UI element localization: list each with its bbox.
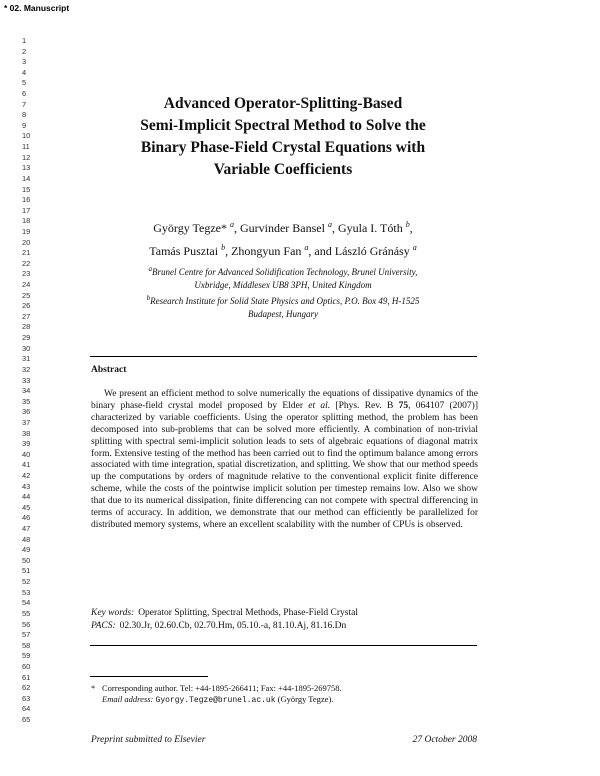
line-number: 20 [22, 237, 31, 247]
author-name: Gyula I. Tóth [337, 221, 403, 235]
line-number: 58 [22, 640, 31, 650]
preprint-date: 27 October 2008 [412, 735, 477, 745]
line-number: 29 [22, 333, 31, 343]
line-number: 53 [22, 587, 31, 597]
email-suffix: (György Tegze). [277, 694, 334, 705]
line-number: 47 [22, 524, 31, 534]
line-number: 14 [22, 173, 31, 183]
author-affil-sup: b [221, 243, 226, 252]
footnote-rule [90, 676, 208, 677]
line-number: 44 [22, 492, 31, 502]
line-number: 15 [22, 184, 31, 194]
line-number: 48 [22, 534, 31, 544]
line-number: 31 [22, 354, 31, 364]
pacs-value: 02.30.Jr, 02.60.Cb, 02.70.Hm, 05.10.-a, 81.10.Aj, 81.16.Dn [119, 621, 347, 631]
line-number: 2 [22, 46, 27, 56]
manuscript-tag: * 02. Manuscript [4, 3, 70, 13]
line-number: 11 [22, 142, 30, 152]
line-number: 65 [22, 715, 31, 724]
title-line: Advanced Operator-Splitting-Based [163, 95, 403, 112]
line-number: 1 [22, 36, 27, 45]
line-number: 60 [22, 661, 31, 671]
preprint-footer [91, 735, 477, 745]
keywords [91, 608, 358, 618]
affil-sup: a [148, 265, 153, 273]
line-number-column [22, 36, 36, 726]
affil-line: Budapest, Hungary [248, 309, 318, 319]
line-number: 35 [22, 396, 31, 406]
line-number: 6 [22, 89, 27, 99]
line-number: 19 [22, 226, 31, 236]
title-line: Variable Coefficients [213, 161, 353, 178]
line-number: 54 [22, 598, 31, 608]
line-number: 43 [22, 481, 31, 491]
keywords-label: Key words: [91, 608, 135, 618]
line-number: 56 [22, 619, 31, 629]
line-number: 64 [22, 704, 31, 714]
author-affil-sup: b [405, 220, 410, 229]
line-number: 57 [22, 630, 31, 640]
affiliation-a [96, 263, 470, 292]
footnote [91, 683, 477, 707]
author-list: György Tegze* $^a$, Gurvinder Bansel $^a$, Gyula I. Tóth $^b$, Tamás Pusztai $^b$, Zhongyun Fan $^a$, and László Gránásy $^a$ [149, 220, 417, 258]
line-number: 52 [22, 577, 31, 587]
footnote-mark: * [91, 683, 96, 693]
affil-line: Brunel Centre for Advanced Solidification Technology, Brunel University, [152, 267, 418, 277]
line-number: 50 [22, 555, 31, 565]
author-name: Tamás Pusztai [149, 244, 219, 258]
affiliation-b [96, 292, 470, 321]
line-number: 16 [22, 195, 31, 205]
preprint-journal: Preprint submitted to Elsevier [91, 735, 206, 745]
line-number: 62 [22, 683, 31, 693]
line-number: 38 [22, 428, 31, 438]
author-affil-sup: a [304, 243, 309, 252]
line-number: 28 [22, 322, 31, 332]
line-number: 4 [22, 67, 27, 77]
line-number: 12 [22, 152, 31, 162]
line-number: 17 [22, 205, 31, 215]
line-number: 5 [22, 78, 27, 88]
line-number: 24 [22, 280, 31, 290]
line-number: 51 [22, 566, 31, 576]
affil-line: Uxbridge, Middlesex UB8 3PH, United Kingdom [194, 280, 372, 290]
line-number: 27 [22, 311, 31, 321]
author-name: György Tegze [153, 221, 221, 235]
line-number: 23 [22, 269, 31, 279]
abstract-etal: et al. [308, 400, 331, 411]
line-number: 34 [22, 386, 31, 396]
pacs-codes [91, 621, 346, 631]
line-number: 7 [22, 99, 27, 109]
pacs-label: PACS: [91, 621, 116, 631]
line-number: 30 [22, 343, 31, 353]
abstract-top-rule [90, 356, 477, 357]
author-name: Zhongyun Fan [231, 244, 302, 258]
paper-title [90, 93, 476, 181]
line-number: 22 [22, 258, 31, 268]
line-number: 18 [22, 216, 31, 226]
author-name: Gurvinder Bansel [239, 221, 325, 235]
line-number: 9 [22, 120, 27, 130]
line-number: 10 [22, 131, 31, 141]
line-number: 37 [22, 417, 31, 427]
line-number: 40 [22, 449, 31, 459]
keywords-value: Operator Splitting, Spectral Methods, Phase-Field Crystal [138, 608, 358, 618]
email-address[interactable]: Gyorgy.Tegze@brunel.ac.uk [155, 696, 276, 706]
line-number: 42 [22, 470, 31, 480]
author-affil-sup: a [412, 243, 417, 252]
title-line: Semi-Implicit Spectral Method to Solve the [140, 117, 426, 134]
line-number: 3 [22, 57, 27, 67]
line-number: 59 [22, 651, 31, 661]
line-number: 41 [22, 460, 31, 470]
author-affil-sup: a [229, 220, 234, 229]
line-number: 8 [22, 110, 27, 120]
title-line: Binary Phase-Field Crystal Equations with [140, 139, 426, 156]
footnote-contact: Corresponding author. Tel: +44-1895-266411; Fax: +44-1895-269758. [102, 683, 342, 693]
line-number: 13 [22, 163, 31, 173]
abstract-heading: Abstract [91, 365, 127, 375]
line-number: 49 [22, 545, 31, 555]
author-name: László Gránásy [334, 244, 410, 258]
corresponding-mark: * [220, 221, 227, 235]
email-label: Email address: [102, 694, 154, 705]
line-number: 26 [22, 301, 31, 311]
line-number: 33 [22, 375, 31, 385]
line-number: 55 [22, 608, 31, 618]
line-number: 46 [22, 513, 31, 523]
line-number: 36 [22, 407, 31, 417]
abstract-body: We present an efficient method to solve numerically the equations of dissipative dynamics of the binary phase-field crystal model proposed by Elder et al. [Phys. Rev. B 75, 064107 (2007)] characterized by variable coefficients. Using the operator splitting method, the problem has been decomposed into sub-problems that can be solved more efficiently. A combination of non-trivial splitting with spectral semi-implicit solution leads to sets of algebraic equations of diagonal matrix form. Extensive testing of the method has been carried out to find the optimum balance among errors associated with time integration, spatial discretization, and splitting. We show that our method speeds up the computations by orders of magnitude relative to the conventional explicit finite difference scheme, while the costs of the pointwise implicit solution per timestep remains low. Also we show that due to its numerical dissipation, finite differencing can not compete with spectral differencing in terms of accuracy. In addition, we demonstrate that our method can efficiently be parallelized for distributed memory systems, where an excellent scalability with the number of CPUs is observed. [91, 389, 478, 530]
line-number: 61 [22, 672, 31, 682]
abstract-bottom-rule [90, 645, 477, 646]
line-number: 21 [22, 248, 31, 258]
line-number: 25 [22, 290, 31, 300]
author-affil-sup: a [327, 220, 332, 229]
line-number: 45 [22, 502, 31, 512]
author-and: and [314, 244, 332, 258]
affil-sup: b [146, 294, 151, 302]
line-number: 63 [22, 693, 31, 703]
line-number: 32 [22, 364, 31, 374]
line-number: 39 [22, 439, 31, 449]
affil-line: Research Institute for Solid State Physics and Optics, P.O. Box 49, H-1525 [150, 296, 420, 306]
abstract-volume: 75 [398, 400, 409, 411]
